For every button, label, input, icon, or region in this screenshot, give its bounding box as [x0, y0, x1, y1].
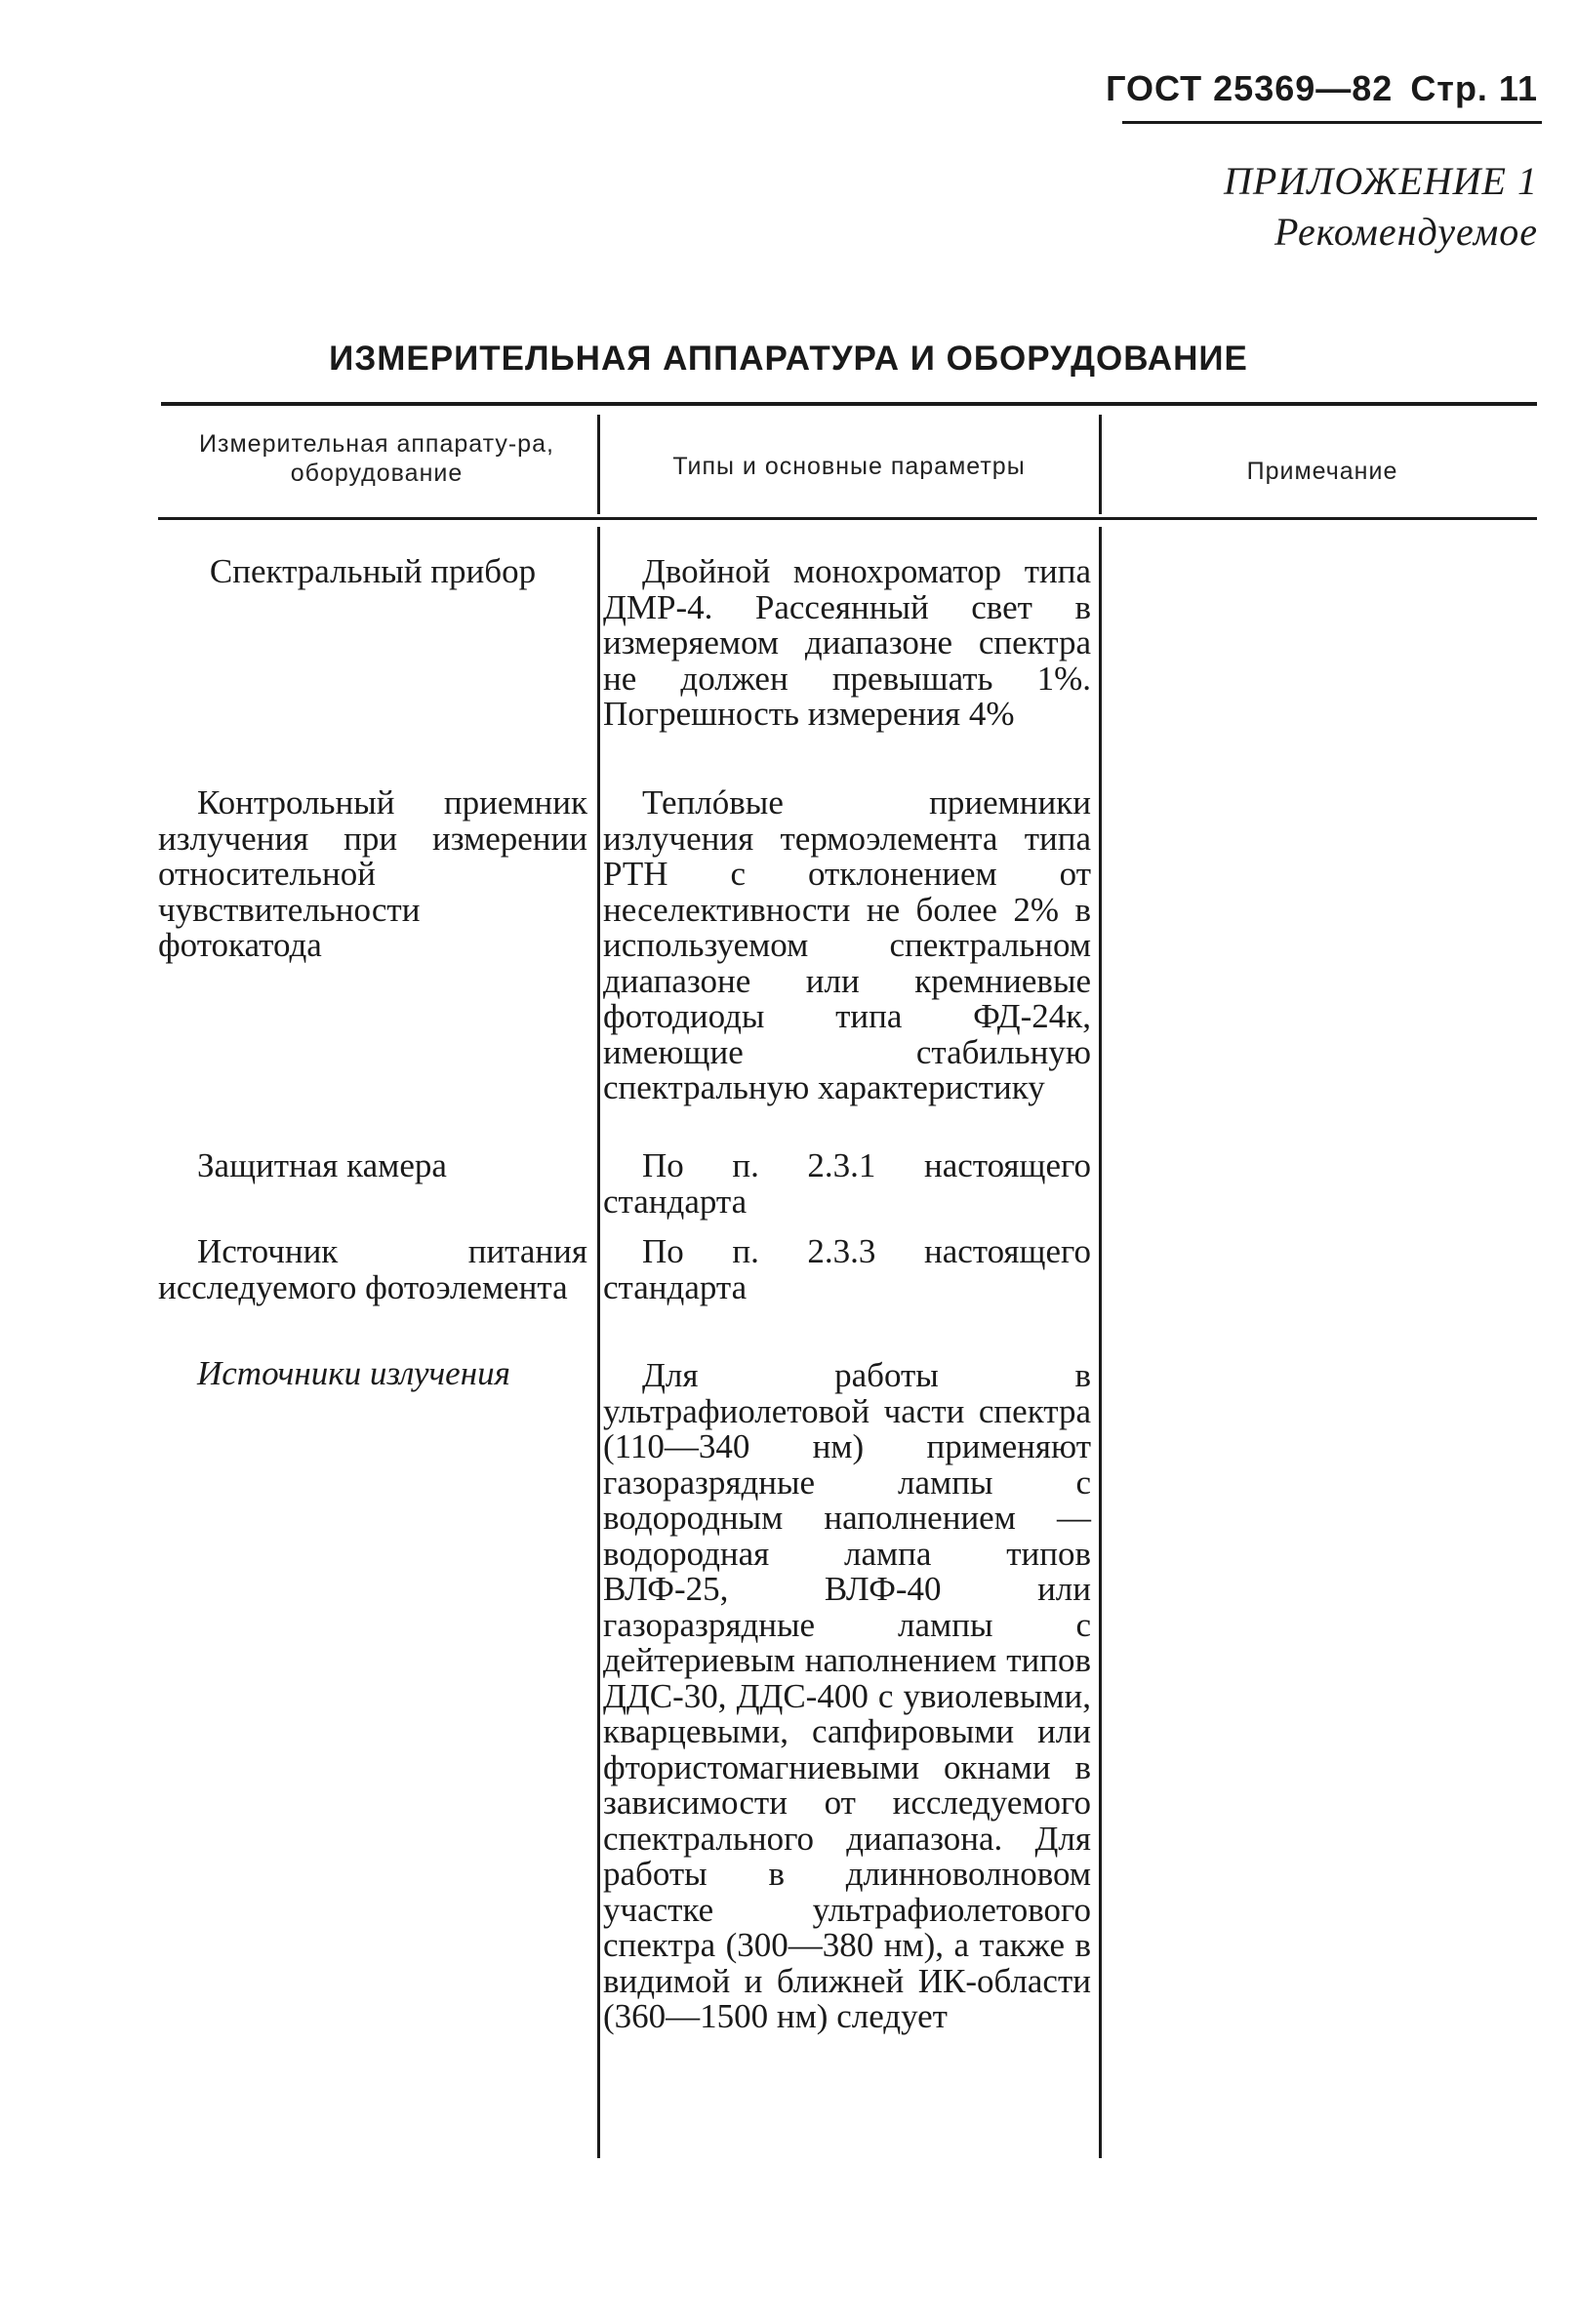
header-rule — [1122, 121, 1542, 124]
table-row-equipment: Контрольный приемник излучения при измерении относительной чувствительности фотокатода — [158, 783, 587, 964]
table-row-equipment: Спектральный прибор — [209, 552, 537, 590]
table-row-parameters: Двойной монохроматор типа ДМР-4. Рассеянный свет в измеряемом диапазоне спектра не должен превышать 1%. Погрешность измерения 4% — [603, 552, 1091, 733]
appendix-label-block — [1224, 156, 1538, 258]
table-top-rule — [161, 402, 1537, 406]
column-divider — [1099, 415, 1102, 514]
page-number: Стр. 11 — [1410, 68, 1538, 108]
appendix-label: ПРИЛОЖЕНИЕ 1 — [1224, 159, 1538, 203]
running-head — [1106, 68, 1538, 109]
standard-number: ГОСТ 25369—82 — [1106, 68, 1394, 108]
table-row-equipment: Источник питания исследуемого фотоэлемента — [158, 1232, 587, 1306]
appendix-status: Рекомендуемое — [1274, 210, 1538, 254]
table-row-parameters: По п. 2.3.1 настоящего стандарта — [603, 1146, 1091, 1221]
column-header-equipment: Измерительная аппарату-ра, оборудование — [199, 430, 554, 487]
table-row-parameters: По п. 2.3.3 настоящего стандарта — [603, 1232, 1091, 1306]
column-divider — [1099, 527, 1102, 2158]
table-header-rule — [158, 517, 1537, 520]
table-row-equipment: Источники излучения — [197, 1354, 510, 1392]
column-divider — [597, 527, 600, 2158]
column-header-note: Примечание — [1246, 458, 1398, 485]
column-header-parameters: Типы и основные параметры — [672, 453, 1026, 480]
table-row-parameters: Теплóвые приемники излучения термоэлемента типа РТН с отклонением от неселективности не более 2% в используемом спектральном диапазоне или кремниевые фотодиоды типа ФД-24к, имеющие стабильную спектральную характеристику — [603, 783, 1091, 1106]
table-row-parameters: Для работы в ультрафиолетовой части спектра (110—340 нм) применяют газоразрядные лампы с водородным наполнением — водородная лампа типов ВЛФ-25, ВЛФ-40 или газоразрядные лампы с дейтериевым наполнением типов ДДС-30, ДДС-400 с увиолевыми, кварцевыми, сапфировыми или фтористомагниевыми окнами в зависимости от исследуемого спектрального диапазона. Для работы в длинноволновом участке ультрафиолетового спектра (300—380 нм), а также в видимой и ближней ИК-области (360—1500 нм) следует — [603, 1356, 1091, 2035]
column-divider — [597, 415, 600, 514]
table-row-equipment: Защитная камера — [197, 1146, 447, 1184]
document-title: ИЗМЕРИТЕЛЬНАЯ АППАРАТУРА И ОБОРУДОВАНИЕ — [329, 340, 1248, 378]
